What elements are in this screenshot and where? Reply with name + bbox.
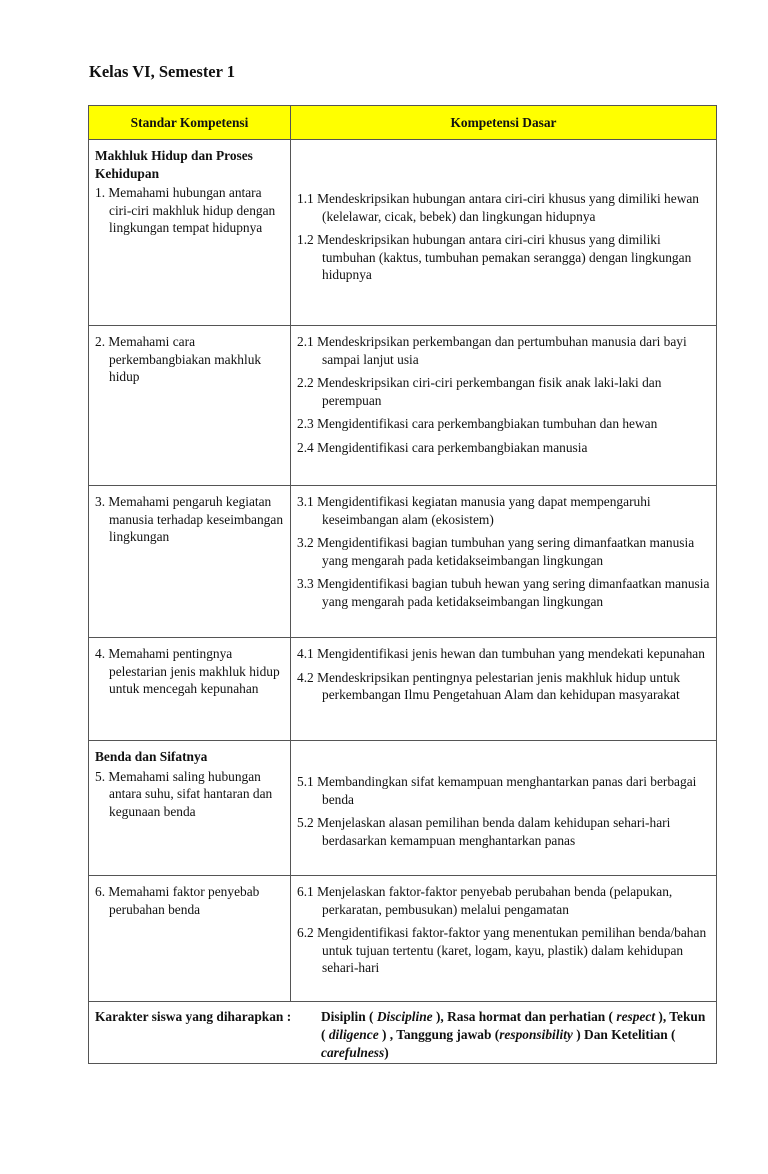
footer-values: Disiplin ( Discipline ), Rasa hormat dan perhatian ( respect ), Tekun ( diligence ) , Tanggung jawab (responsibility ) Dan Ketelitian ( carefulness) bbox=[321, 1009, 706, 1060]
section-heading: Makhluk Hidup dan Proses Kehidupan bbox=[95, 148, 253, 181]
kompetensi-dasar: 3.2 Mengidentifikasi bagian tumbuhan yang sering dimanfaatkan manusia yang mengarah pada ketidakseimbangan lingkungan bbox=[297, 535, 695, 568]
kompetensi-dasar: 4.1 Mengidentifikasi jenis hewan dan tumbuhan yang mendekati kepunahan bbox=[297, 646, 705, 661]
standar-kompetensi: 3. Memahami pengaruh kegiatan manusia terhadap keseimbangan lingkungan bbox=[95, 494, 284, 544]
table-header bbox=[88, 105, 717, 140]
kompetensi-dasar: 1.2 Mendeskripsikan hubungan antara ciri-ciri khusus yang dimiliki tumbuhan (kaktus, tumbuhan pemakan serangga) dengan lingkungan hidupnya bbox=[297, 232, 692, 282]
table-row bbox=[88, 326, 717, 486]
kompetensi-dasar: 6.1 Menjelaskan faktor-faktor penyebab perubahan benda (pelapukan, perkaratan, pembusukan) melalui pengamatan bbox=[297, 884, 673, 917]
table-row bbox=[88, 140, 717, 326]
kompetensi-dasar: 5.1 Membandingkan sifat kemampuan menghantarkan panas dari berbagai benda bbox=[297, 774, 697, 807]
standar-kompetensi: 5. Memahami saling hubungan antara suhu, sifat hantaran dan kegunaan benda bbox=[95, 768, 273, 819]
kompetensi-dasar: 2.3 Mengidentifikasi cara perkembangbiakan tumbuhan dan hewan bbox=[297, 416, 658, 431]
page-title: Kelas VI, Semester 1 bbox=[89, 62, 236, 81]
character-footer bbox=[88, 1002, 717, 1064]
kompetensi-dasar: 3.3 Mengidentifikasi bagian tubuh hewan yang sering dimanfaatkan manusia yang mengarah pada ketidakseimbangan lingkungan bbox=[297, 576, 710, 609]
standar-kompetensi: 1. Memahami hubungan antara ciri-ciri makhluk hidup dengan lingkungan tempat hidupnya bbox=[95, 185, 276, 235]
competency-table bbox=[88, 105, 717, 1064]
section-heading: Benda dan Sifatnya bbox=[95, 749, 208, 764]
standar-kompetensi: 4. Memahami pentingnya pelestarian jenis makhluk hidup untuk mencegah kepunahan bbox=[95, 646, 280, 696]
table-row bbox=[88, 876, 717, 1002]
footer-label: Karakter siswa yang diharapkan : bbox=[95, 1009, 292, 1024]
table-row bbox=[88, 741, 717, 876]
kompetensi-dasar: 3.1 Mengidentifikasi kegiatan manusia yang dapat mempengaruhi keseimbangan alam (ekosistem) bbox=[297, 494, 651, 527]
table-row bbox=[88, 486, 717, 638]
kompetensi-dasar: 4.2 Mendeskripsikan pentingnya pelestarian jenis makhluk hidup untuk perkembangan Ilmu Pengetahuan Alam dan kehidupan masyarakat bbox=[297, 669, 681, 702]
header-standar-kompetensi: Standar Kompetensi bbox=[89, 106, 291, 139]
kompetensi-dasar: 1.1 Mendeskripsikan hubungan antara ciri-ciri khusus yang dimiliki hewan (kelelawar, cicak, bebek) dan lingkungan hidupnya bbox=[297, 191, 700, 224]
header-kompetensi-dasar: Kompetensi Dasar bbox=[450, 114, 557, 130]
kompetensi-dasar: 5.2 Menjelaskan alasan pemilihan benda dalam kehidupan sehari-hari berdasarkan kemampuan menghantarkan panas bbox=[297, 815, 671, 848]
kompetensi-dasar: 2.2 Mendeskripsikan ciri-ciri perkembangan fisik anak laki-laki dan perempuan bbox=[297, 375, 662, 408]
kompetensi-dasar: 2.4 Mengidentifikasi cara perkembangbiakan manusia bbox=[297, 439, 588, 455]
table-row bbox=[88, 638, 717, 741]
kompetensi-dasar: 6.2 Mengidentifikasi faktor-faktor yang menentukan pemilihan benda/bahan untuk tujuan tertentu (karet, logam, kayu, plastik) dalam kehidupan sehari-hari bbox=[297, 925, 707, 975]
standar-kompetensi: 6. Memahami faktor penyebab perubahan benda bbox=[95, 884, 260, 917]
kompetensi-dasar: 2.1 Mendeskripsikan perkembangan dan pertumbuhan manusia dari bayi sampai lanjut usia bbox=[297, 334, 687, 367]
standar-kompetensi: 2. Memahami cara perkembangbiakan makhluk hidup bbox=[95, 334, 262, 384]
